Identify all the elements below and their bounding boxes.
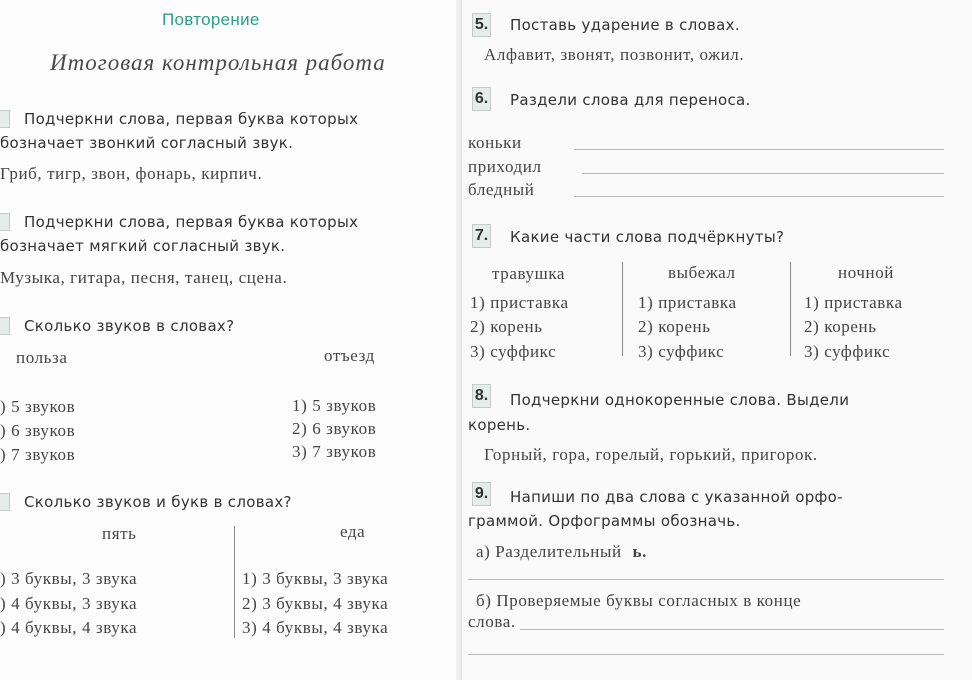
task-2-words: Музыка, гитара, песня, танец, сцена. xyxy=(0,268,288,287)
task-7-question: Какие части слова подчёркнуты? xyxy=(510,228,785,246)
task-3-word-a: польза xyxy=(16,348,68,367)
task-5-words: Алфавит, звонят, позвонит, ожил. xyxy=(484,45,745,64)
task-number-badge xyxy=(0,317,10,335)
task-1-question-line1: Подчеркни слова, первая буква которых xyxy=(24,110,359,128)
task-5-question: Поставь ударение в словах. xyxy=(510,16,740,34)
task-2-question-line1: Подчеркни слова, первая буква которых xyxy=(24,213,359,231)
task-7-col1-option-2: 2) корень xyxy=(470,317,543,336)
task-3-question: Сколько звуков в словах? xyxy=(24,317,235,335)
task-4-option-b2: 2) 3 буквы, 4 звука xyxy=(242,594,389,613)
left-page xyxy=(0,0,462,680)
task-1-words: Гриб, тигр, звон, фонарь, кирпич. xyxy=(0,164,263,183)
task-3-option-a3: ) 7 звуков xyxy=(0,445,76,464)
task-3-option-b2: 2) 6 звуков xyxy=(292,419,377,438)
task-9-part-a xyxy=(476,542,647,562)
task-7-col2-option-1: 1) приставка xyxy=(638,293,737,312)
answer-line xyxy=(468,579,944,580)
task-3-option-b1: 1) 5 звуков xyxy=(292,396,377,415)
task-7-col2-option-3: 3) суффикс xyxy=(638,342,725,361)
column-divider xyxy=(622,262,623,356)
answer-line xyxy=(520,629,944,630)
task-7-col3-option-2: 2) корень xyxy=(804,317,877,336)
task-8-question-line2: корень. xyxy=(468,416,531,434)
task-4-word-b: еда xyxy=(340,522,366,541)
task-6-word-2: приходил xyxy=(468,157,542,176)
task-6-question: Раздели слова для переноса. xyxy=(510,91,751,109)
task-4-option-b1: 1) 3 буквы, 3 звука xyxy=(242,569,389,588)
task-3-option-a1: ) 5 звуков xyxy=(0,397,76,416)
task-9-part-a-text: а) Разделительный xyxy=(476,542,622,561)
task-4-question: Сколько звуков и букв в словах? xyxy=(24,493,292,511)
task-7-word-2: выбежал xyxy=(668,263,736,282)
task-2-question-line2: бозначает мягкий согласный звук. xyxy=(0,237,286,255)
task-7-col2-option-2: 2) корень xyxy=(638,317,711,336)
task-9-question-line1: Напиши по два слова с указанной орфо- xyxy=(510,488,843,506)
task-number-badge xyxy=(0,493,10,511)
task-4-option-a2: ) 4 буквы, 3 звука xyxy=(0,594,138,613)
task-3-option-a2: ) 6 звуков xyxy=(0,421,76,440)
soft-sign-letter: ь. xyxy=(632,542,647,561)
task-4-option-a1: ) 3 буквы, 3 звука xyxy=(0,569,138,588)
task-7-col1-option-3: 3) суффикс xyxy=(470,342,557,361)
column-divider xyxy=(234,526,235,638)
task-4-option-a3: ) 4 буквы, 4 звука xyxy=(0,618,138,637)
answer-line xyxy=(468,654,944,655)
worksheet-title: Итоговая контрольная работа xyxy=(50,50,386,75)
answer-line xyxy=(574,149,944,150)
task-number-badge xyxy=(0,110,10,128)
task-8-question-line1: Подчеркни однокоренные слова. Выдели xyxy=(510,391,850,409)
task-8-words: Горный, гора, горелый, горький, пригорок. xyxy=(484,445,818,464)
task-3-option-b3: 3) 7 звуков xyxy=(292,442,377,461)
task-3-word-b: отъезд xyxy=(324,346,375,365)
task-6-word-3: бледный xyxy=(468,180,535,199)
task-number-badge xyxy=(0,213,10,231)
task-9-question-line2: граммой. Орфограммы обозначь. xyxy=(468,512,741,530)
task-7-number: 7. xyxy=(472,224,491,248)
task-7-word-3: ночной xyxy=(838,263,895,282)
section-header: Повторение xyxy=(162,10,260,29)
task-9-part-b-line1: б) Проверяемые буквы согласных в конце xyxy=(476,591,802,610)
column-divider xyxy=(790,262,791,356)
task-8-number: 8. xyxy=(472,384,491,408)
task-7-col3-option-1: 1) приставка xyxy=(804,293,903,312)
right-page xyxy=(462,0,972,680)
task-1-question-line2: бозначает звонкий согласный звук. xyxy=(0,134,294,152)
task-4-option-b3: 3) 4 буквы, 4 звука xyxy=(242,618,389,637)
task-6-number: 6. xyxy=(472,87,491,111)
task-6-word-1: коньки xyxy=(468,133,522,152)
task-9-number: 9. xyxy=(472,482,491,506)
task-5-number: 5. xyxy=(472,13,491,37)
task-7-col3-option-3: 3) суффикс xyxy=(804,342,891,361)
task-9-part-b-line2: слова. xyxy=(468,612,516,631)
answer-line xyxy=(574,196,944,197)
task-4-word-a: пять xyxy=(102,524,137,543)
task-7-col1-option-1: 1) приставка xyxy=(470,293,569,312)
task-7-word-1: травушка xyxy=(492,264,566,283)
answer-line xyxy=(582,173,944,174)
